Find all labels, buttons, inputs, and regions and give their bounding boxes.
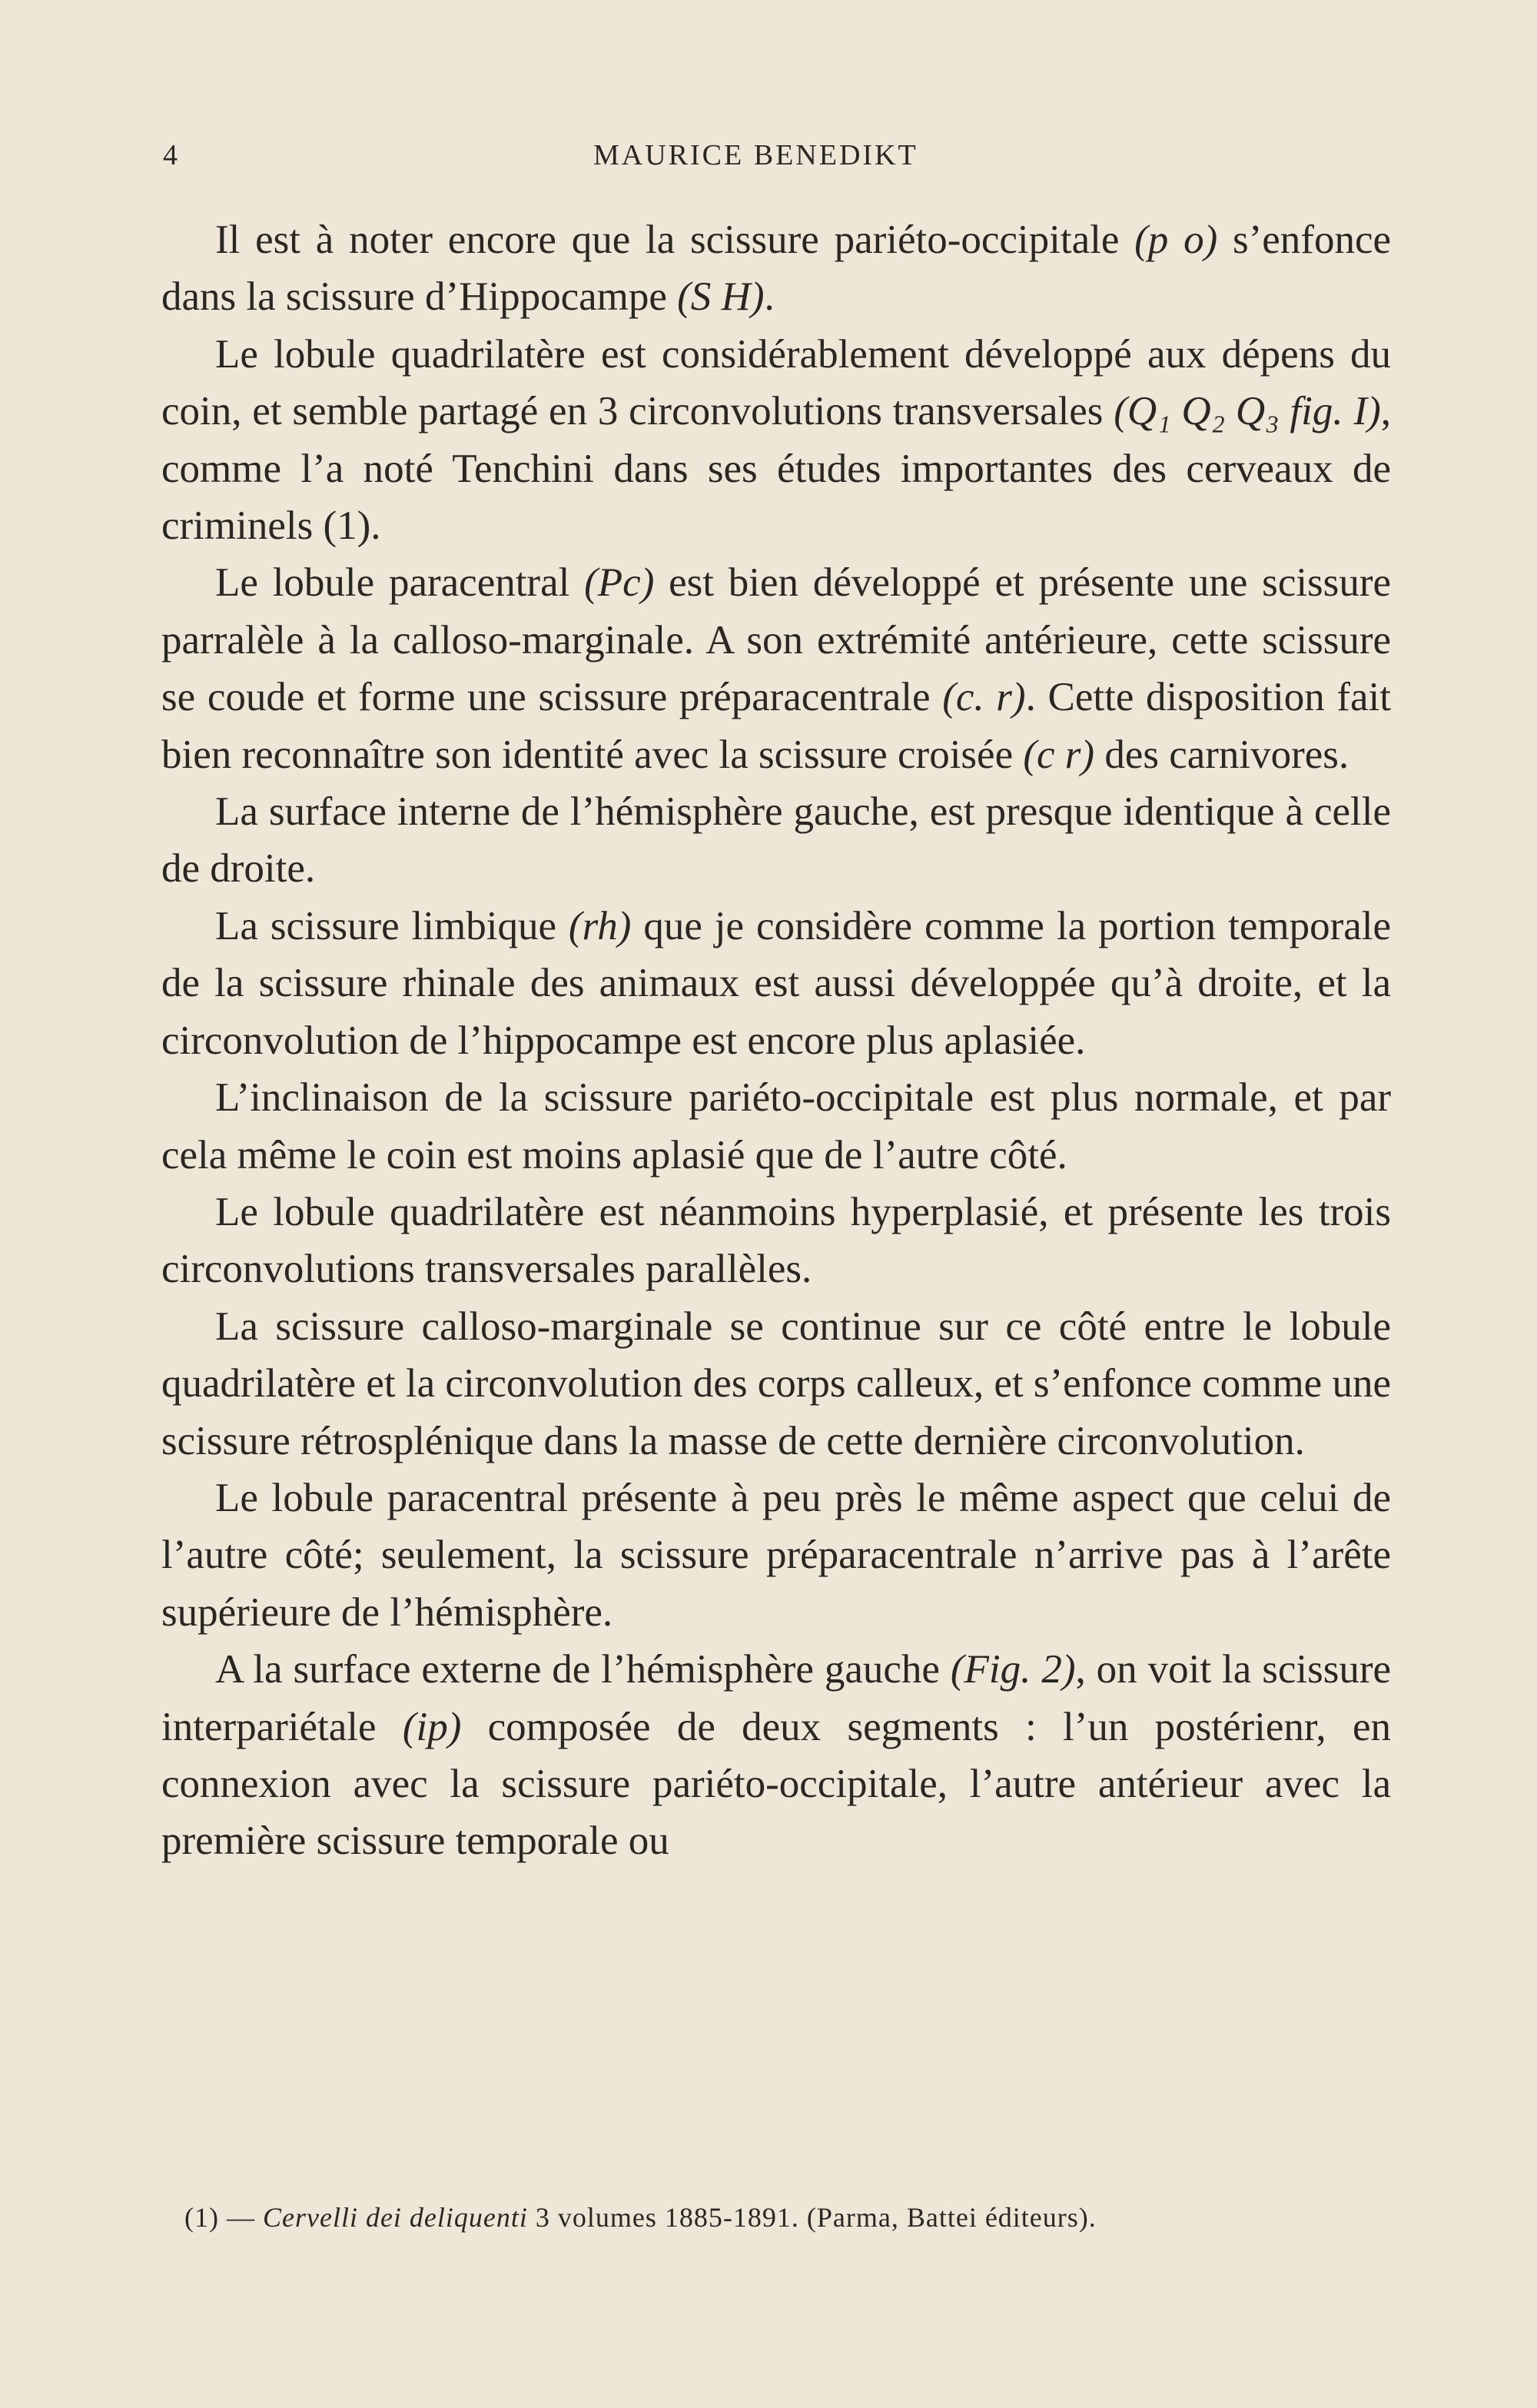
- text-run: . Cette disposition fait bien reconnaître son identité avec la scissure croisée: [161, 675, 1392, 777]
- text-run: s’enfonce dans la scissure d’Hippocampe: [161, 218, 1391, 320]
- italic-run: (S H): [677, 274, 765, 320]
- italic-run: (p o): [1134, 218, 1218, 262]
- page-number: 4: [163, 139, 179, 171]
- body-text: [161, 211, 1391, 1870]
- text-run: , comme l’a noté Tenchini dans ses études importantes des cerveaux de criminels (1).: [161, 389, 1391, 549]
- paragraph-4: [161, 783, 1391, 898]
- text-run: composée de deux segments : l’un postérienr, en connexion avec la scissure pariéto-occipitale, l’autre antérieur avec la première scissure temporale ou: [161, 1704, 1391, 1864]
- paragraph-9: [161, 1470, 1391, 1641]
- paragraph-2: [161, 326, 1391, 555]
- text-run: L’inclinaison de la scissure pariéto-occipitale est plus normale, et par cela même le coin est moins aplasié que de l’autre côté.: [161, 1075, 1391, 1177]
- text-run: Le lobule quadrilatère est néanmoins hyperplasié, et présente les trois circonvolutions transversales parallèles.: [161, 1189, 1391, 1292]
- paragraph-10: [161, 1641, 1391, 1870]
- text-run: Il est à noter encore que la scissure pariéto-occipitale: [215, 218, 1135, 262]
- paragraph-3: [161, 554, 1391, 783]
- text-run: La scissure limbique: [215, 903, 569, 948]
- text-run: , on voit la scissure interpariétale: [161, 1647, 1391, 1749]
- italic-run: (ip): [402, 1704, 462, 1749]
- paragraph-5: [161, 898, 1391, 1069]
- text-run: A la surface externe de l’hémisphère gauche: [215, 1647, 951, 1692]
- text-run: est bien développé et présente une scissure parralèle à la calloso-marginale. A son extrémité antérieure, cette scissure se coude et forme une scissure préparacentrale: [161, 560, 1391, 720]
- text-run: Le lobule paracentral: [215, 560, 585, 606]
- footnote: [184, 2198, 1383, 2237]
- page-header: [163, 138, 1393, 184]
- paragraph-8: [161, 1298, 1391, 1470]
- footnote-text: 3 volumes 1885-1891. (Parma, Battei éditeurs).: [527, 2202, 1097, 2233]
- text-run: des carnivores.: [1094, 732, 1349, 777]
- footnote-marker: (1) —: [184, 2202, 263, 2233]
- paragraph-7: [161, 1184, 1391, 1298]
- paragraph-1: [161, 211, 1391, 326]
- text-run: La scissure calloso-marginale se continue sur ce côté entre le lobule quadrilatère et la circonvolution des corps calleux, et s’enfonce comme une scissure rétrosplénique dans la masse de cette dernière circonvolution.: [161, 1304, 1391, 1463]
- text-run: que je considère comme la portion temporale de la scissure rhinale des animaux est aussi développée qu’à droite, et la circonvolution de l’hippocampe est encore plus aplasiée.: [161, 903, 1391, 1063]
- italic-run: (rh): [568, 903, 632, 948]
- italic-run: (Fig. 2): [950, 1647, 1076, 1692]
- italic-run: (c. r): [942, 675, 1026, 720]
- text-run: Le lobule quadrilatère est considérablement développé aux dépens du coin, et semble partagé en 3 circonvolutions transversales: [161, 331, 1391, 434]
- text-run: .: [764, 274, 775, 320]
- text-run: La surface interne de l’hémisphère gauche, est presque identique à celle de droite.: [161, 789, 1391, 892]
- italic-run: (Pc): [584, 560, 655, 606]
- footnote-title: Cervelli dei deliquenti: [262, 2202, 528, 2233]
- paragraph-6: [161, 1069, 1391, 1184]
- italic-run: (Q₁ Q₂ Q₃ fig. I): [1114, 389, 1381, 434]
- text-run: Le lobule paracentral présente à peu près le même aspect que celui de l’autre côté; seulement, la scissure préparacentrale n’arrive pas à l’arête supérieure de l’hémisphère.: [161, 1475, 1391, 1635]
- running-title: MAURICE BENEDIKT: [593, 139, 918, 171]
- italic-run: (c r): [1023, 732, 1095, 777]
